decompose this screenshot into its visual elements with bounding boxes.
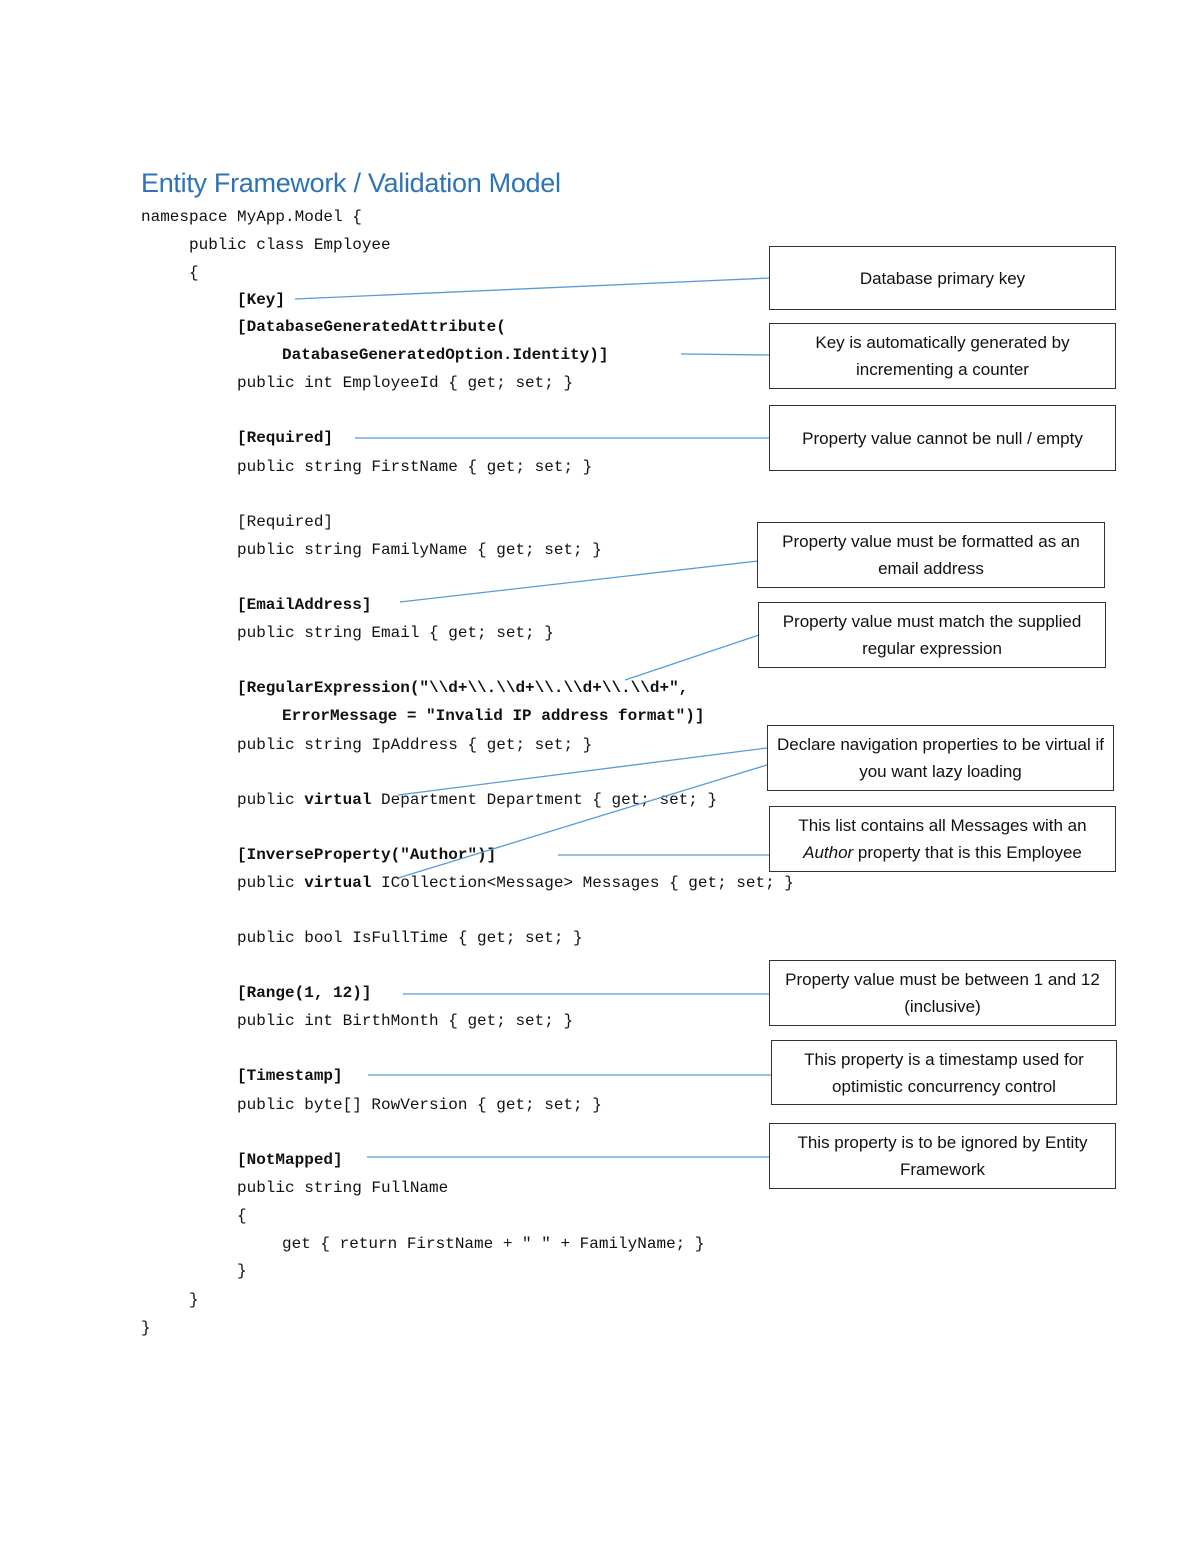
- key-attribute-line: [Key]: [237, 291, 286, 309]
- callout-inverse-property: [769, 806, 1116, 872]
- callout-primary-key: [769, 246, 1116, 310]
- connector-primary-key: [295, 278, 770, 299]
- callout-inverse-after: property that is this Employee: [853, 843, 1082, 862]
- timestamp-attribute-line: [Timestamp]: [237, 1067, 343, 1085]
- birth-month-line: public int BirthMonth { get; set; }: [237, 1012, 574, 1030]
- callout-not-mapped-text: This property is to be ignored by Entity Framework: [797, 1133, 1088, 1179]
- callout-lazy-loading-text: Declare navigation properties to be virtual if you want lazy loading: [777, 735, 1104, 781]
- connector-auto-generated: [681, 354, 770, 355]
- callout-regex-text: Property value must match the supplied regular expression: [782, 612, 1082, 658]
- employee-id-line: public int EmployeeId { get; set; }: [237, 374, 574, 392]
- required-attribute-line-1: [Required]: [237, 429, 334, 447]
- regex-attribute-line-1: [RegularExpression("\\d+\\.\\d+\\.\\d+\\.\\d+",: [237, 679, 689, 697]
- dbgenerated-attribute-line-1: [DatabaseGeneratedAttribute(: [237, 318, 506, 336]
- callout-auto-generated-text: Key is automatically generated by incrementing a counter: [815, 333, 1070, 379]
- connector-regex: [625, 635, 759, 680]
- namespace-open-line: namespace MyApp.Model {: [141, 208, 362, 226]
- email-line: public string Email { get; set; }: [237, 624, 554, 642]
- namespace-close-brace: }: [141, 1319, 151, 1337]
- regex-attribute-line-2: ErrorMessage = "Invalid IP address format")]: [282, 707, 705, 725]
- first-name-line: public string FirstName { get; set; }: [237, 458, 593, 476]
- callout-email: [757, 522, 1105, 588]
- email-attribute-line: [EmailAddress]: [237, 596, 372, 614]
- property-open-brace: {: [237, 1207, 247, 1225]
- messages-rest: ICollection<Message> Messages { get; set; }: [371, 874, 794, 892]
- getter-line: get { return FirstName + " " + FamilyName; }: [282, 1235, 705, 1253]
- department-rest: Department Department { get; set; }: [371, 791, 718, 809]
- property-close-brace: }: [237, 1262, 247, 1280]
- department-virtual-keyword: virtual: [304, 791, 372, 809]
- family-name-line: public string FamilyName { get; set; }: [237, 541, 602, 559]
- range-attribute-line: [Range(1, 12)]: [237, 984, 372, 1002]
- callout-inverse-property-text: [776, 812, 1109, 866]
- callout-inverse-italic: Author: [803, 843, 854, 862]
- callout-primary-key-text: Database primary key: [859, 268, 1026, 288]
- callout-required-text: Property value cannot be null / empty: [802, 428, 1083, 448]
- is-full-time-line: public bool IsFullTime { get; set; }: [237, 929, 583, 947]
- callout-email-text: Property value must be formatted as an email address: [782, 532, 1080, 578]
- row-version-line: public byte[] RowVersion { get; set; }: [237, 1096, 602, 1114]
- callout-auto-generated: [769, 323, 1116, 389]
- page-title: Entity Framework / Validation Model: [141, 168, 561, 198]
- callout-required: [769, 405, 1116, 471]
- connector-email: [400, 561, 758, 602]
- callout-range-text: Property value must be between 1 and 12 (inclusive): [785, 970, 1100, 1016]
- department-prefix: public: [237, 791, 305, 809]
- dbgenerated-attribute-line-2: DatabaseGeneratedOption.Identity)]: [282, 346, 609, 364]
- callout-not-mapped: [769, 1123, 1116, 1189]
- ip-address-line: public string IpAddress { get; set; }: [237, 736, 593, 754]
- callout-lazy-loading: [767, 725, 1114, 791]
- messages-prefix: public: [237, 874, 305, 892]
- callout-range: [769, 960, 1116, 1026]
- callout-timestamp-text: This property is a timestamp used for optimistic concurrency control: [804, 1049, 1084, 1096]
- class-open-brace: {: [189, 264, 199, 282]
- required-attribute-line-2: [Required]: [237, 513, 334, 531]
- callout-timestamp: [771, 1040, 1117, 1105]
- not-mapped-attribute-line: [NotMapped]: [237, 1151, 343, 1169]
- messages-virtual-keyword: virtual: [304, 874, 372, 892]
- class-close-brace: }: [189, 1291, 199, 1309]
- callout-inverse-before: This list contains all Messages with an: [798, 816, 1087, 835]
- messages-line: [237, 873, 794, 893]
- class-declaration-line: public class Employee: [189, 236, 391, 254]
- full-name-line: public string FullName: [237, 1179, 449, 1197]
- department-line: [237, 790, 717, 810]
- callout-regex: [758, 602, 1106, 668]
- inverse-property-attribute-line: [InverseProperty("Author")]: [237, 846, 497, 864]
- connector-lazy-loading-department: [398, 748, 767, 795]
